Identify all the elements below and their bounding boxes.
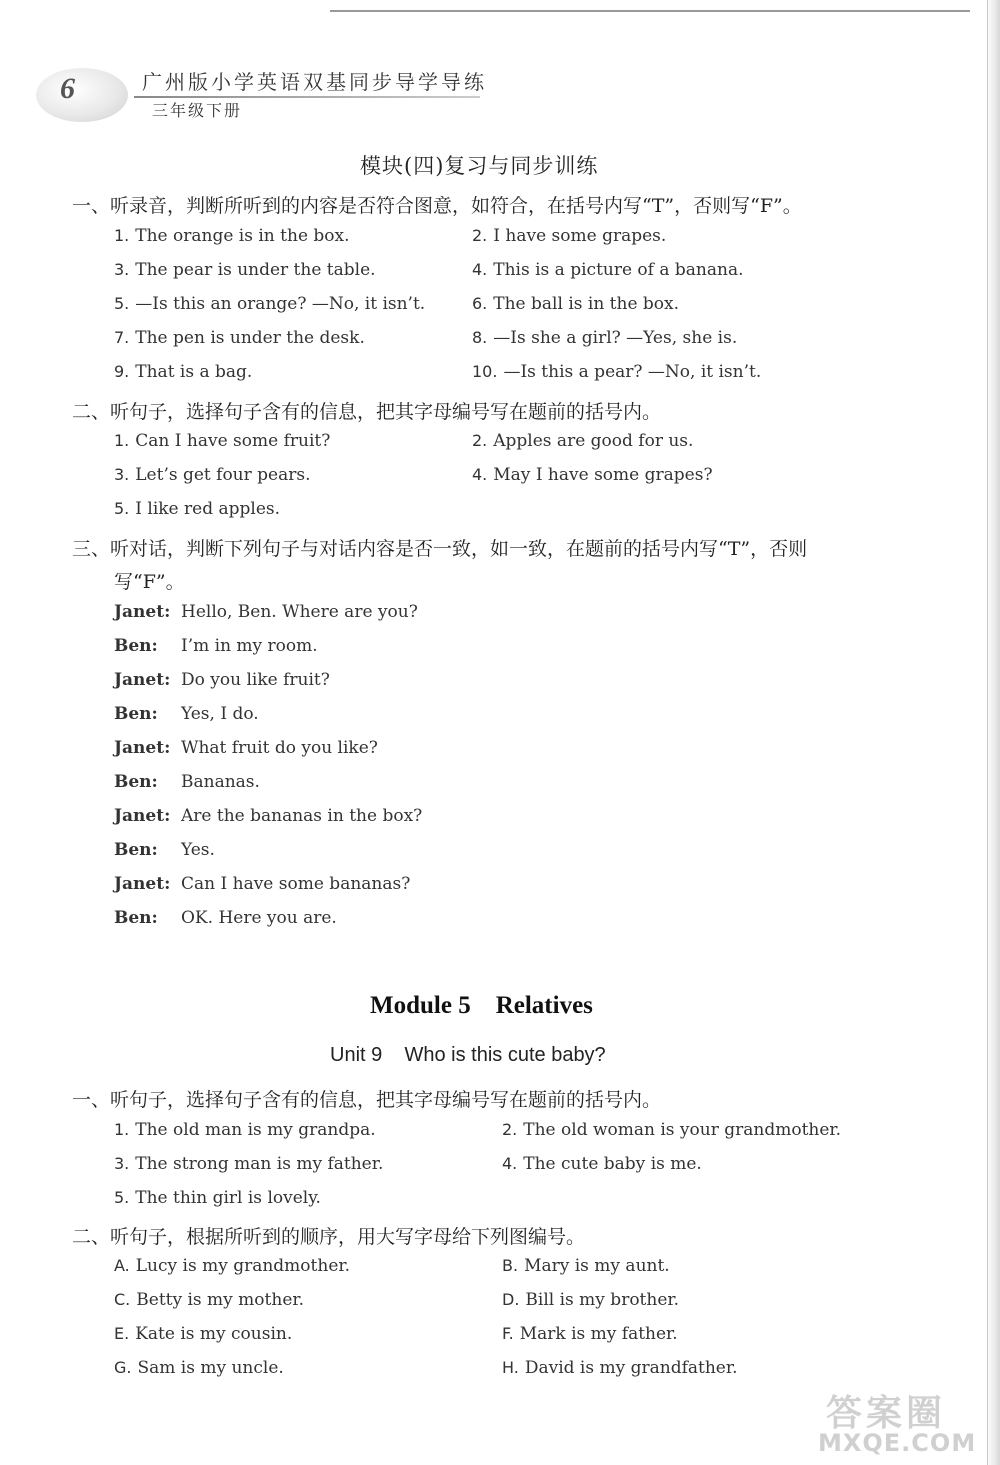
dialogue-line: Janet: <box>114 602 171 622</box>
review-part1-instruction: 一、听录音，判断所听到的内容是否符合图意，如符合，在括号内写“T”，否则写“F”。 <box>72 195 802 217</box>
list-item: 5. —Is this an orange? —No, it isn’t. <box>114 294 426 314</box>
review-part2-instruction: 二、听句子，选择句子含有的信息，把其字母编号写在题前的括号内。 <box>72 401 662 423</box>
module5-part1-instruction: 一、听句子，选择句子含有的信息，把其字母编号写在题前的括号内。 <box>72 1089 662 1111</box>
book-subtitle: 三年级下册 <box>152 101 243 120</box>
list-item: 4. May I have some grapes? <box>472 465 713 485</box>
dialogue-text: Yes. <box>181 840 215 860</box>
dialogue-line: Ben: <box>114 840 158 860</box>
dialogue-text: Bananas. <box>181 772 260 792</box>
dialogue-line: Ben: <box>114 908 158 928</box>
dialogue-line: Janet: <box>114 670 171 690</box>
list-item: 4. The cute baby is me. <box>502 1154 702 1174</box>
review-part3-instruction-cont: 写“F”。 <box>114 571 185 593</box>
dialogue-text: I’m in my room. <box>181 636 318 656</box>
dialogue-text: Do you like fruit? <box>181 670 330 690</box>
dialogue-line: Ben: <box>114 636 158 656</box>
module5-part2-instruction: 二、听句子，根据所听到的顺序，用大写字母给下列图编号。 <box>72 1226 586 1248</box>
list-item: 1. The orange is in the box. <box>114 226 350 246</box>
list-item: 6. The ball is in the box. <box>472 294 680 314</box>
list-item: 1. Can I have some fruit? <box>114 431 331 451</box>
page-edge <box>986 0 1000 1465</box>
review-section-title: 模块(四)复习与同步训练 <box>360 154 599 178</box>
list-item: 8. —Is she a girl? —Yes, she is. <box>472 328 738 348</box>
page-number-badge <box>36 68 128 122</box>
list-item: B. Mary is my aunt. <box>502 1256 670 1276</box>
page-fold-line <box>987 0 988 1465</box>
list-item: G. Sam is my uncle. <box>114 1358 284 1378</box>
list-item: H. David is my grandfather. <box>502 1358 738 1378</box>
page-header <box>30 58 500 128</box>
dialogue-line: Janet: <box>114 738 171 758</box>
list-item: 3. The strong man is my father. <box>114 1154 384 1174</box>
list-item: 5. The thin girl is lovely. <box>114 1188 321 1208</box>
watermark-text: 答案圈 <box>826 1393 947 1434</box>
module-title: Module 5 Relatives <box>370 992 593 1019</box>
list-item: D. Bill is my brother. <box>502 1290 680 1310</box>
unit-title: Unit 9 Who is this cute baby? <box>330 1044 606 1066</box>
list-item: 2. The old woman is your grandmother. <box>502 1120 842 1140</box>
list-item: 10. —Is this a pear? —No, it isn’t. <box>472 362 762 382</box>
list-item: 9. That is a bag. <box>114 362 253 382</box>
page-number: 6 <box>60 72 75 105</box>
list-item: 5. I like red apples. <box>114 499 281 519</box>
list-item: E. Kate is my cousin. <box>114 1324 293 1344</box>
list-item: 4. This is a picture of a banana. <box>472 260 744 280</box>
top-border-line <box>330 10 970 12</box>
list-item: F. Mark is my father. <box>502 1324 678 1344</box>
list-item: C. Betty is my mother. <box>114 1290 305 1310</box>
list-item: A. Lucy is my grandmother. <box>114 1256 351 1276</box>
watermark-url: MXQE.COM <box>818 1429 977 1457</box>
list-item: 1. The old man is my grandpa. <box>114 1120 376 1140</box>
list-item: 2. I have some grapes. <box>472 226 667 246</box>
dialogue-text: Hello, Ben. Where are you? <box>181 602 418 622</box>
dialogue-line: Janet: <box>114 806 171 826</box>
dialogue-text: Can I have some bananas? <box>181 874 411 894</box>
list-item: 7. The pen is under the desk. <box>114 328 365 348</box>
dialogue-text: OK. Here you are. <box>181 908 337 928</box>
list-item: 3. The pear is under the table. <box>114 260 376 280</box>
dialogue-text: Yes, I do. <box>181 704 259 724</box>
dialogue-line: Ben: <box>114 704 158 724</box>
dialogue-line: Janet: <box>114 874 171 894</box>
book-title: 广州版小学英语双基同步导学导练 <box>142 70 487 94</box>
list-item: 2. Apples are good for us. <box>472 431 694 451</box>
watermark-logo <box>818 1385 988 1465</box>
review-part3-instruction: 三、听对话，判断下列句子与对话内容是否一致，如一致，在题前的括号内写“T”，否则 <box>72 538 808 560</box>
dialogue-text: What fruit do you like? <box>181 738 378 758</box>
dialogue-line: Ben: <box>114 772 158 792</box>
dialogue-text: Are the bananas in the box? <box>181 806 423 826</box>
list-item: 3. Let’s get four pears. <box>114 465 311 485</box>
